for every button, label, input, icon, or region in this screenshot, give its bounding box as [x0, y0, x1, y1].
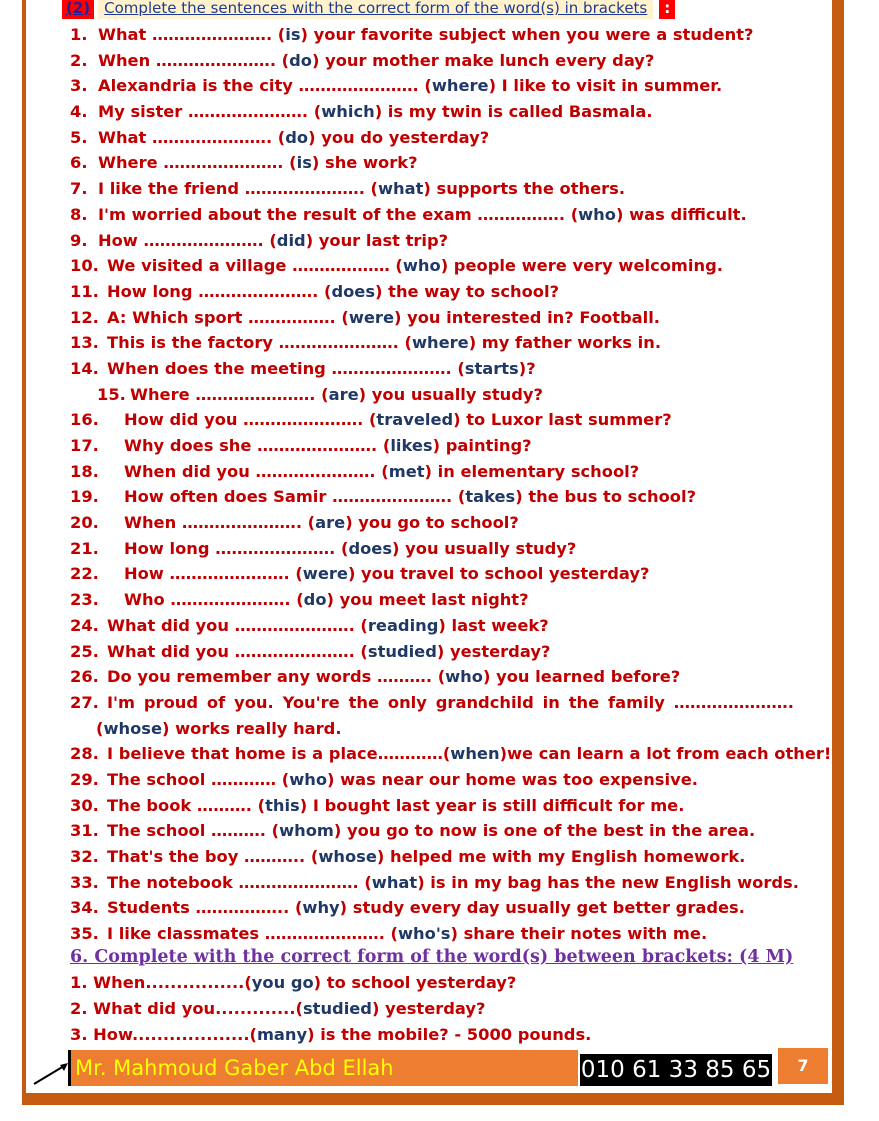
sentence-number: 24. [70, 615, 99, 635]
sentence-number: 10. [70, 256, 99, 276]
sentence-item [70, 561, 800, 587]
sentence-list [70, 22, 832, 947]
sentence-item [70, 73, 800, 99]
sentence-item [70, 921, 800, 947]
exercise-heading [62, 0, 675, 20]
page-border-bottom [22, 1097, 844, 1105]
bracket-word: were [348, 307, 394, 327]
bracket-word: you go [251, 973, 314, 992]
sentence-text: When …………………. ( [124, 513, 316, 533]
bracket-word: whose [318, 847, 377, 866]
section-6-question [70, 970, 810, 996]
sentence-text-end: ) the way to school? [375, 281, 560, 301]
sentence-number: 19. [70, 487, 99, 507]
sentence-number: 1. [70, 25, 88, 44]
section-6-question [70, 996, 810, 1022]
sentence-item [70, 793, 800, 819]
word: family [608, 692, 665, 712]
bracket-word: what [371, 872, 418, 892]
sentence-text: Who …………………. ( [124, 590, 304, 610]
sentence-item [70, 639, 800, 665]
bracket-word: likes [390, 436, 433, 455]
sentence-text-end: ) is my twin is called Basmala. [374, 102, 653, 122]
sentence-number: 8. [70, 204, 88, 224]
word: in [542, 692, 560, 712]
sentence-text-end: ) helped me with my English homework. [376, 847, 746, 866]
sentence-text-end: ) your last trip? [305, 230, 449, 250]
sentence-text: Students …………….. ( [107, 898, 303, 918]
bracket-word: where [431, 76, 489, 96]
bracket-word: which [321, 102, 375, 122]
bracket-word: where [411, 333, 469, 353]
sentence-number: 14. [70, 358, 99, 378]
sentence-text-end: ) you do yesterday? [308, 127, 490, 147]
sentence-item [70, 459, 800, 485]
bracket-word: did [276, 230, 306, 250]
bracket-word: what [378, 179, 424, 199]
exercise-number: (2) [62, 0, 94, 19]
sentence-number: 27. [70, 692, 99, 712]
sentence-number: 3. [70, 76, 88, 96]
bracket-word: takes [465, 487, 516, 507]
sentence-text-end: ) works really hard. [162, 718, 342, 738]
sentence-item [70, 818, 800, 844]
phone-number: 010 61 33 85 65 [580, 1054, 772, 1086]
word: only [387, 692, 427, 712]
sentence-text: Alexandria is the city …………………. ( [98, 76, 432, 96]
sentence-text-end: )? [518, 358, 536, 378]
sentence-item [70, 48, 800, 74]
sentence-text-end: ) study every day usually get better grades. [339, 898, 745, 918]
bracket-word: do [303, 590, 327, 610]
sentence-text-end: ) I bought last year is still difficult for me. [299, 795, 685, 815]
sentence-text-end: ) is in my bag has the new English words. [417, 872, 799, 892]
sentence-text: We visited a village ……………… ( [107, 256, 403, 276]
sentence-item [70, 664, 800, 690]
sentence-text: How often does Samir …………………. ( [124, 487, 466, 507]
sentence-text-end: ) yesterday? [436, 641, 551, 661]
sentence-text-end: ) you usually study? [358, 384, 543, 404]
sentence-number: 5. [70, 127, 88, 147]
bracket-word: when [450, 744, 500, 764]
sentence-item [70, 125, 800, 151]
section-6-question [70, 1022, 810, 1048]
sentence-item [70, 228, 800, 254]
word: the [568, 692, 600, 712]
sentence-text-end: ) you meet last night? [326, 590, 529, 610]
bracket-word: why [302, 898, 340, 918]
sentence-item [70, 279, 800, 305]
sentence-text: Why does she …………………. ( [124, 436, 391, 455]
sentence-item [70, 407, 800, 433]
sentence-text-end: ) you go to now is one of the best in the area. [333, 821, 756, 841]
sentence-item [70, 150, 800, 176]
sentence-text-end: ) people were very welcoming. [440, 256, 723, 276]
bracket-word: starts [464, 358, 519, 378]
sentence-number: 26. [70, 667, 99, 687]
sentence-number: 13. [70, 333, 99, 353]
sentence-item [70, 330, 800, 356]
sentence-number: 6. [70, 153, 88, 173]
sentence-text: I'm worried about the result of the exam ……………. ( [98, 204, 579, 224]
sentence-text: I like the friend …………………. ( [98, 179, 378, 199]
sentence-number: 29. [70, 769, 99, 789]
sentence-text-end: ) supports the others. [423, 179, 626, 199]
sentence-text-end: ) my father works in. [468, 333, 662, 353]
sentence-text-end: ) was difficult. [615, 204, 747, 224]
bracket-word: are [315, 513, 346, 533]
sentence-number: 16. [70, 410, 99, 430]
word: of [206, 692, 226, 712]
sentence-text: When …………………. ( [98, 50, 290, 70]
sentence-text: When did you …………………. ( [124, 461, 389, 481]
question-text: ) to school yesterday? [313, 973, 517, 992]
bracket-word: whom [279, 821, 334, 841]
sentence-item [70, 382, 800, 408]
sentence-text-end: ) painting? [432, 436, 532, 455]
sentence-item [70, 176, 800, 202]
sentence-item [70, 870, 800, 896]
sentence-text: How …………………. ( [98, 230, 277, 250]
sentence-text: What …………………. ( [98, 25, 286, 44]
sentence-number: 12. [70, 307, 99, 327]
sentence-text-end: ) your favorite subject when you were a student? [300, 25, 754, 44]
sentence-item [70, 484, 800, 510]
sentence-number: 23. [70, 590, 99, 610]
bracket-word: met [388, 461, 425, 481]
sentence-number: 35. [70, 924, 99, 944]
sentence-text: Do you remember any words ………. ( [107, 667, 446, 687]
sentence-text-end: ) you interested in? Football. [394, 307, 660, 327]
sentence-number: 34. [70, 898, 99, 918]
sentence-text-end: ) in elementary school? [424, 461, 640, 481]
sentence-item [70, 613, 800, 639]
sentence-item [70, 356, 800, 382]
sentence-text: What …………………. ( [98, 127, 286, 147]
sentence-number: 20. [70, 513, 99, 533]
footer [68, 1050, 828, 1086]
sentence-text: Where …………………. ( [130, 384, 329, 404]
question-text: 1. When................( [70, 973, 252, 992]
sentence-text: How long …………………. ( [107, 281, 332, 301]
bracket-word: are [328, 384, 359, 404]
sentence-number: 11. [70, 281, 99, 301]
bracket-word: traveled [376, 410, 454, 430]
sentence-text-end: ) your mother make lunch every day? [311, 50, 655, 70]
sentence-text: The notebook …………………. ( [107, 872, 372, 892]
sentence-number: 21. [70, 538, 99, 558]
sentence-item [70, 716, 800, 742]
sentence-item [70, 767, 800, 793]
word: the [348, 692, 380, 712]
sentence-text-end: ) last week? [438, 615, 549, 635]
question-text: ) is the mobile? - 5000 pounds. [307, 1025, 592, 1044]
sentence-number: 25. [70, 641, 99, 661]
sentence-number: 22. [70, 564, 99, 584]
arrow-icon [32, 1060, 72, 1088]
bracket-word: who [289, 769, 328, 789]
word: I'm [107, 692, 136, 712]
sentence-text: How did you …………………. ( [124, 410, 377, 430]
sentence-item [70, 690, 794, 716]
section-6-heading: 6. Complete with the correct form of the word(s) between brackets: (4 M) [70, 947, 794, 967]
sentence-number: 4. [70, 102, 88, 122]
sentence-text: My sister …………………. ( [98, 102, 322, 122]
sentence-text: A: Which sport ……………. ( [107, 307, 349, 327]
section-6 [70, 944, 810, 1048]
sentence-number: 7. [70, 179, 88, 199]
sentence-text [107, 690, 794, 716]
bracket-word: is [285, 25, 301, 44]
bracket-word: who's [398, 924, 451, 944]
sentence-item [70, 587, 800, 613]
sentence-text: When does the meeting …………………. ( [107, 358, 465, 378]
bracket-word: who [578, 204, 616, 224]
sentence-text: The book ………. ( [107, 795, 266, 815]
bracket-word: studied [302, 999, 372, 1018]
sentence-text: Where …………………. ( [98, 153, 297, 173]
exercise-title: Complete the sentences with the correct form of the word(s) in brackets [98, 0, 653, 19]
page-border-right [836, 0, 844, 1105]
sentence-item [70, 305, 800, 331]
word: You're [282, 692, 340, 712]
sentence-text-end: ) the bus to school? [515, 487, 697, 507]
sentence-text: How …………………. ( [124, 564, 303, 584]
sentence-number: 18. [70, 461, 99, 481]
word: …………………. [673, 692, 794, 712]
bracket-word: many [256, 1025, 308, 1044]
sentence-item [70, 895, 800, 921]
sentence-text-end: ) you travel to school yesterday? [347, 564, 650, 584]
sentence-item [70, 844, 800, 870]
sentence-text: The school ………. ( [107, 821, 280, 841]
question-text: ) yesterday? [371, 999, 486, 1018]
sentence-text: What did you …………………. ( [107, 641, 368, 661]
sentence-item [70, 741, 832, 767]
sentence-item [70, 99, 800, 125]
sentence-number: 9. [70, 230, 88, 250]
sentence-number: 31. [70, 821, 99, 841]
bracket-word: do [289, 50, 312, 70]
bracket-word: is [296, 153, 312, 173]
sentence-text: I like classmates …………………. ( [107, 924, 398, 944]
sentence-text: ( [96, 718, 104, 738]
sentence-item [70, 22, 800, 48]
sentence-text-end: ) I like to visit in summer. [488, 76, 723, 96]
bracket-word: does [348, 538, 393, 558]
sentence-number: 28. [70, 744, 99, 764]
bracket-word: who [402, 256, 441, 276]
bracket-word: reading [367, 615, 439, 635]
sentence-number: 17. [70, 436, 99, 455]
sentence-number: 2. [70, 50, 88, 70]
sentence-number: 33. [70, 872, 99, 892]
sentence-text-end: ) you go to school? [345, 513, 519, 533]
sentence-item [70, 202, 800, 228]
sentence-text-end: ) share their notes with me. [450, 924, 708, 944]
sentence-text: The school ………… ( [107, 769, 290, 789]
sentence-text-end: ) was near our home was too expensive. [327, 769, 698, 789]
bracket-word: were [302, 564, 348, 584]
sentence-number: 15. [97, 384, 126, 404]
sentence-text: That's the boy ……….. ( [107, 847, 319, 866]
word: grandchild [435, 692, 534, 712]
sentence-item [70, 253, 800, 279]
bracket-word: does [331, 281, 376, 301]
author-name: Mr. Mahmoud Gaber Abd Ellah [68, 1050, 578, 1086]
sentence-text-end: ) you usually study? [392, 538, 577, 558]
exercise-colon: : [659, 0, 675, 19]
page-number: 7 [778, 1048, 828, 1084]
sentence-item [70, 433, 800, 459]
sentence-number: 32. [70, 847, 99, 866]
sentence-text: I believe that home is a place…………( [107, 744, 451, 764]
sentence-text-end: ) to Luxor last summer? [453, 410, 672, 430]
sentence-number: 30. [70, 795, 99, 815]
sentence-text: This is the factory …………………. ( [107, 333, 412, 353]
question-text: 2. What did you.............( [70, 999, 303, 1018]
sentence-text: What did you …………………. ( [107, 615, 368, 635]
bracket-word: whose [103, 718, 163, 738]
word: proud [143, 692, 199, 712]
question-text: 3. How...................( [70, 1025, 257, 1044]
sentence-text-end: ) you learned before? [482, 667, 681, 687]
sentence-text-end: ) she work? [311, 153, 418, 173]
bracket-word: do [285, 127, 309, 147]
bracket-word: studied [367, 641, 437, 661]
bracket-word: this [265, 795, 300, 815]
sentence-text-end: )we can learn a lot from each other! [499, 744, 832, 764]
bracket-word: who [445, 667, 483, 687]
sentence-item [70, 536, 800, 562]
sentence-text: How long …………………. ( [124, 538, 349, 558]
sentence-item [70, 510, 800, 536]
word: you. [234, 692, 274, 712]
